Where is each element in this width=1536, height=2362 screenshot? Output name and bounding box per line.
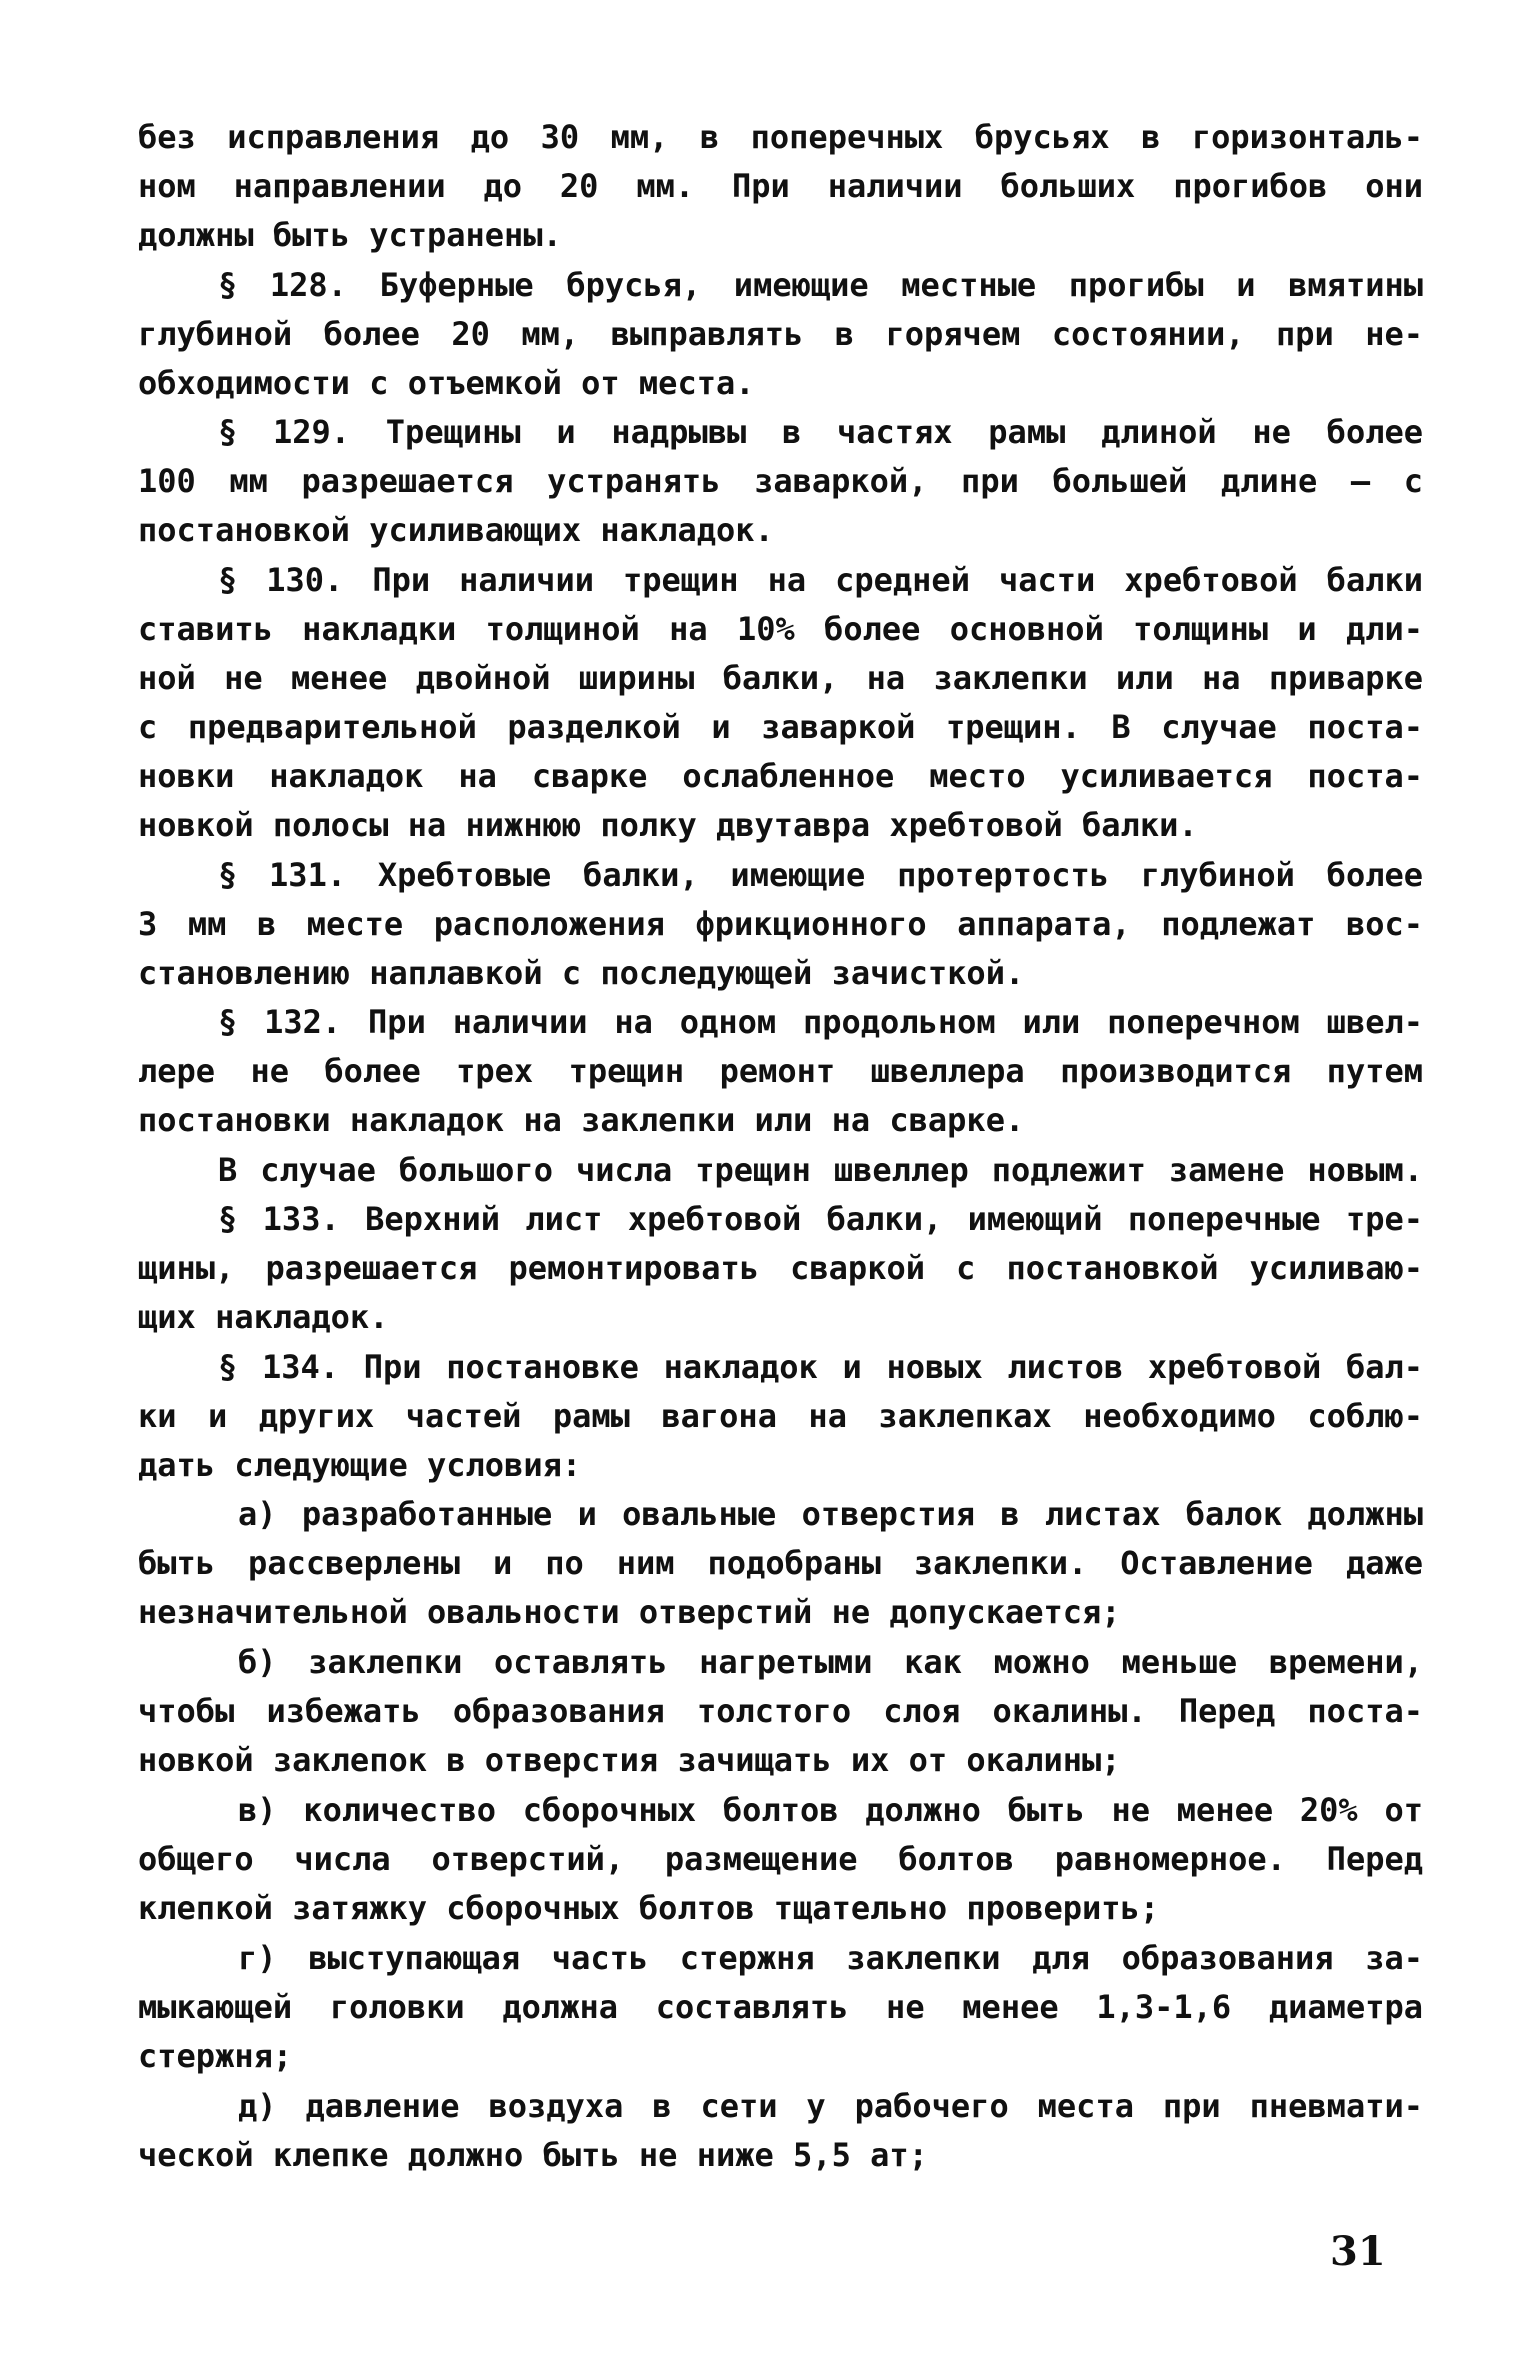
text-line: 100 мм разрешается устранять заваркой, при большей длине – с <box>138 462 1423 500</box>
text-line: клепкой затяжку сборочных болтов тщательно проверить; <box>138 1889 1160 1927</box>
text-line: без исправления до 30 мм, в поперечных брусьях в горизонталь- <box>138 118 1423 156</box>
text-line: новкой полосы на нижнюю полку двутавра хребтовой балки. <box>138 806 1198 844</box>
text-line: в) количество сборочных болтов должно быть не менее 20% от <box>238 1791 1423 1829</box>
text-line: 3 мм в месте расположения фрикционного аппарата, подлежат вос- <box>138 905 1423 943</box>
text-line: глубиной более 20 мм, выправлять в горячем состоянии, при не- <box>138 315 1423 353</box>
text-line: обходимости с отъемкой от места. <box>138 364 755 402</box>
text-line: щих накладок. <box>138 1298 389 1336</box>
text-line: мыкающей головки должна составлять не менее 1,3-1,6 диаметра <box>138 1988 1423 2026</box>
text-line: быть рассверлены и по ним подобраны заклепки. Оставление даже <box>138 1544 1423 1582</box>
text-line: д) давление воздуха в сети у рабочего места при пневмати- <box>238 2087 1423 2125</box>
text-line: ки и других частей рамы вагона на заклепках необходимо соблю- <box>138 1397 1423 1435</box>
text-line: общего числа отверстий, размещение болтов равномерное. Перед <box>138 1840 1423 1878</box>
text-line: В случае большого числа трещин швеллер подлежит замене новым. <box>218 1151 1423 1189</box>
text-line: ной не менее двойной ширины балки, на заклепки или на приварке <box>138 659 1423 697</box>
text-line: лере не более трех трещин ремонт швеллера производится путем <box>138 1052 1423 1090</box>
text-line: § 129. Трещины и надрывы в частях рамы длиной не более <box>218 413 1423 451</box>
text-line: незначительной овальности отверстий не допускается; <box>138 1593 1121 1631</box>
text-line: новки накладок на сварке ослабленное место усиливается поста- <box>138 757 1423 795</box>
text-line: щины, разрешается ремонтировать сваркой с постановкой усиливаю- <box>138 1249 1423 1287</box>
text-line: а) разработанные и овальные отверстия в листах балок должны <box>238 1495 1423 1533</box>
text-line: § 133. Верхний лист хребтовой балки, имеющий поперечные тре- <box>218 1200 1423 1238</box>
text-line: постановки накладок на заклепки или на сварке. <box>138 1101 1025 1139</box>
text-line: ческой клепке должно быть не ниже 5,5 ат; <box>138 2136 928 2174</box>
text-line: постановкой усиливающих накладок. <box>138 511 774 549</box>
text-line: чтобы избежать образования толстого слоя окалины. Перед поста- <box>138 1692 1423 1730</box>
text-line: § 131. Хребтовые балки, имеющие протертость глубиной более <box>218 856 1423 894</box>
text-line: ставить накладки толщиной на 10% более основной толщины и дли- <box>138 610 1423 648</box>
text-line: § 130. При наличии трещин на средней части хребтовой балки <box>218 561 1423 599</box>
text-line: г) выступающая часть стержня заклепки для образования за- <box>238 1939 1423 1977</box>
text-line: § 128. Буферные брусья, имеющие местные прогибы и вмятины <box>218 266 1423 304</box>
text-line: становлению наплавкой с последующей зачисткой. <box>138 954 1025 992</box>
text-line: дать следующие условия: <box>138 1446 582 1484</box>
text-line: должны быть устранены. <box>138 216 562 254</box>
text-line: с предварительной разделкой и заваркой трещин. В случае поста- <box>138 708 1423 746</box>
text-line: стержня; <box>138 2037 293 2075</box>
text-line: новкой заклепок в отверстия зачищать их от окалины; <box>138 1741 1121 1779</box>
page-number: 31 <box>1330 2228 1386 2275</box>
text-line: § 132. При наличии на одном продольном или поперечном швел- <box>218 1003 1423 1041</box>
text-line: ном направлении до 20 мм. При наличии больших прогибов они <box>138 167 1423 205</box>
text-line: § 134. При постановке накладок и новых листов хребтовой бал- <box>218 1348 1423 1386</box>
text-line: б) заклепки оставлять нагретыми как можно меньше времени, <box>238 1643 1423 1681</box>
